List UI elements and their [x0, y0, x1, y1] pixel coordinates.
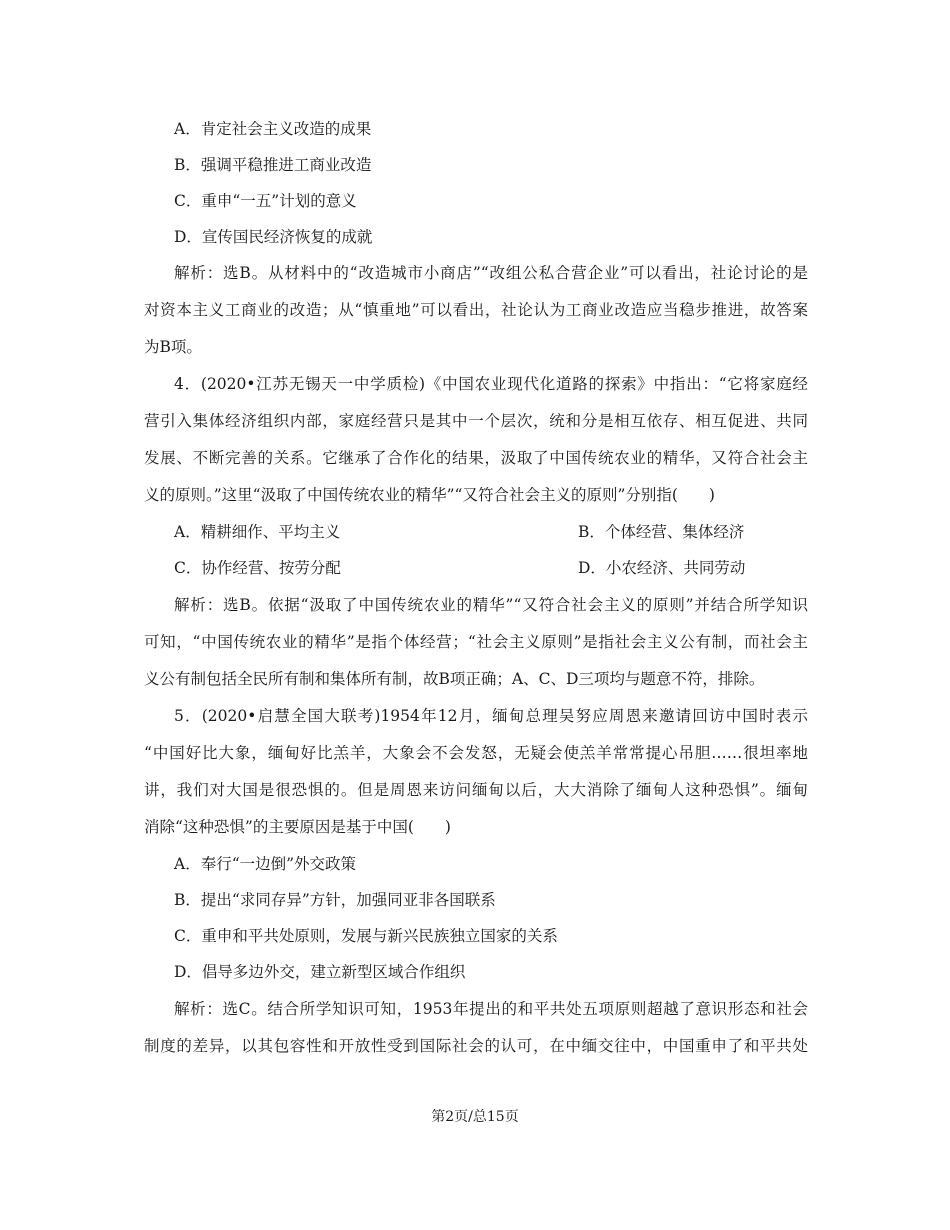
- q4-stem-line-3: 发展、不断完善的关系。它继承了合作化的结果，汲取了中国传统农业的精华，又符合社会主: [144, 449, 808, 467]
- q5-option-c: C．重申和平共处原则，发展与新兴民族独立国家的关系: [174, 927, 558, 945]
- q4-analysis-line-3: 义公有制包括全民所有制和集体所有制，故B项正确；A、C、D三项均与题意不符，排除。: [144, 670, 765, 688]
- q3-option-b: B．强调平稳推进工商业改造: [174, 156, 372, 174]
- q5-stem-line-3: 讲，我们对大国是很恐惧的。但是周恩来访问缅甸以后，大大消除了缅甸人这种恐惧”。缅甸: [144, 781, 808, 799]
- page-number-footer: 第2页/总15页: [431, 1109, 519, 1125]
- q3-option-c: C．重申“一五”计划的意义: [174, 192, 357, 210]
- q5-analysis-line-2: 制度的差异，以其包容性和开放性受到国际社会的认可，在中缅交往中，中国重申了和平共处: [144, 1037, 808, 1055]
- q4-stem-line-4: 义的原则。”这里“汲取了中国传统农业的精华”“又符合社会主义的原则”分别指( ): [144, 486, 715, 504]
- q5-analysis-line-1: 解析：选C。结合所学知识可知，1953年提出的和平共处五项原则超越了意识形态和社会: [174, 1000, 808, 1018]
- q3-option-d: D．宣传国民经济恢复的成就: [174, 228, 373, 246]
- q4-analysis-line-2: 可知，“中国传统农业的精华”是指个体经营；“社会主义原则”是指社会主义公有制，而社会主: [144, 633, 808, 651]
- q5-stem-line-4: 消除“这种恐惧”的主要原因是基于中国( ): [144, 818, 451, 836]
- q5-stem-line-1: 5．(2020•启慧全国大联考)1954年12月，缅甸总理吴努应周恩来邀请回访中国时表示: [174, 707, 808, 725]
- q4-option-c: C．协作经营、按劳分配: [174, 559, 341, 577]
- q5-option-b: B．提出“求同存异”方针，加强同亚非各国联系: [174, 891, 496, 909]
- q3-analysis-line-3: 为B项。: [144, 338, 202, 356]
- q5-stem-line-2: “中国好比大象，缅甸好比羔羊，大象会不会发怒，无疑会使羔羊常常提心吊胆……很坦率地: [144, 744, 808, 762]
- q4-option-a: A．精耕细作、平均主义: [174, 523, 341, 541]
- q4-stem-line-1: 4．(2020•江苏无锡天一中学质检)《中国农业现代化道路的探索》中指出：“它将家庭经: [174, 375, 808, 393]
- q5-option-a: A．奉行“一边倒”外交政策: [174, 855, 357, 873]
- q4-option-b: B．个体经营、集体经济: [578, 523, 745, 541]
- q4-option-d: D．小农经济、共同劳动: [578, 559, 746, 577]
- q5-option-d: D．倡导多边外交，建立新型区域合作组织: [174, 963, 466, 981]
- q4-analysis-line-1: 解析：选B。依据“汲取了中国传统农业的精华”“又符合社会主义的原则”并结合所学知识: [174, 596, 808, 614]
- q3-analysis-line-1: 解析：选B。从材料中的“改造城市小商店”“改组公私合营企业”可以看出，社论讨论的是: [174, 264, 808, 282]
- q4-stem-line-2: 营引入集体经济组织内部，家庭经营只是其中一个层次，统和分是相互依存、相互促进、共同: [144, 412, 808, 430]
- q3-analysis-line-2: 对资本主义工商业的改造；从“慎重地”可以看出，社论认为工商业改造应当稳步推进，故答案: [144, 301, 808, 319]
- q3-option-a: A．肯定社会主义改造的成果: [174, 120, 372, 138]
